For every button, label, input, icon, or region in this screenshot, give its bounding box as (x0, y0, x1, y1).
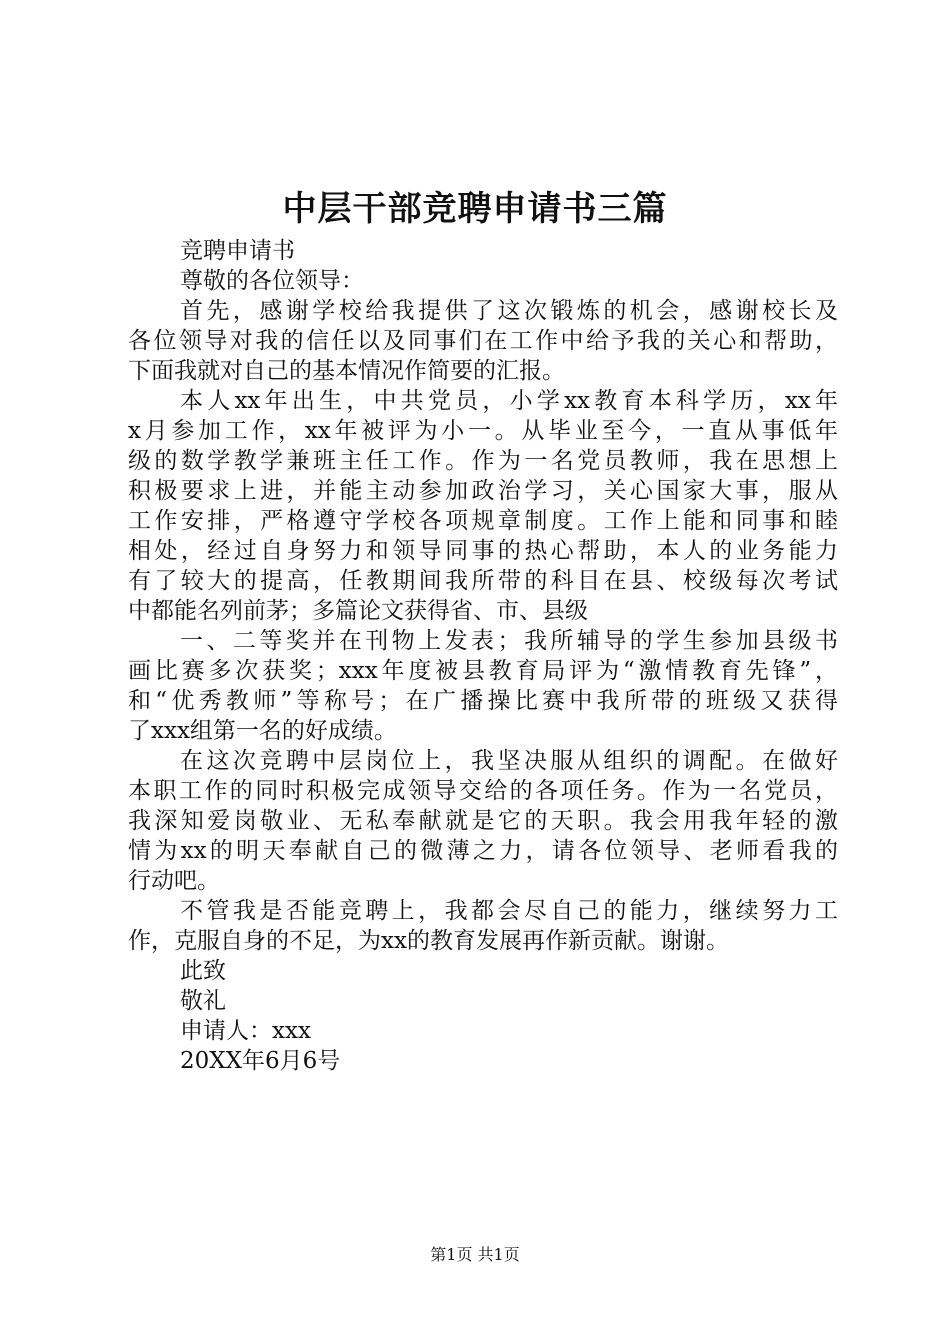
text-line: 尊敬的各位领导： (180, 268, 364, 294)
text-line: 画比赛多次获奖；xxx年度被县教育局评为“激情教育先锋”， (128, 658, 838, 684)
text-line: 作，克服自身的不足，为xx的教育发展再作新贡献。谢谢。 (128, 928, 729, 954)
text-line: 竞聘申请书 (180, 238, 295, 264)
text-line: 工作安排，严格遵守学校各项规章制度。工作上能和同事和睦 (128, 508, 838, 534)
text-line: 本人xx年出生，中共党员，小学xx教育本科学历，xx年 (180, 388, 838, 414)
page-footer: 第1页 共1页 (430, 1245, 520, 1264)
text-line: 积极要求上进，并能主动参加政治学习，关心国家大事，服从 (128, 478, 838, 504)
text-line: 有了较大的提高，任教期间我所带的科目在县、校级每次考试 (128, 568, 838, 594)
document-body (128, 236, 838, 1076)
date-line: 20XX年6月6号 (180, 1048, 341, 1074)
text-line: 相处，经过自身努力和领导同事的热心帮助，本人的业务能力 (128, 538, 838, 564)
signature-line: 申请人：xxx (180, 1018, 311, 1044)
text-line: 和“优秀教师”等称号；在广播操比赛中我所带的班级又获得 (128, 688, 838, 714)
document-title: 中层干部竞聘申请书三篇 (282, 189, 668, 229)
text-line: 中都能名列前茅；多篇论文获得省、市、县级 (128, 598, 588, 624)
text-line: 各位领导对我的信任以及同事们在工作中给予我的关心和帮助， (128, 328, 838, 354)
text-line: 不管我是否能竞聘上，我都会尽自己的能力，继续努力工 (180, 898, 838, 924)
text-line: 下面我就对自己的基本情况作简要的汇报。 (128, 358, 565, 384)
text-line: 了xxx组第一名的好成绩。 (128, 718, 397, 744)
closing-line: 此致 (180, 958, 226, 984)
text-line: 行动吧。 (128, 868, 220, 894)
text-line: 在这次竞聘中层岗位上，我坚决服从组织的调配。在做好 (180, 748, 838, 774)
text-line: 本职工作的同时积极完成领导交给的各项任务。作为一名党员， (128, 778, 838, 804)
text-line: 首先，感谢学校给我提供了这次锻炼的机会，感谢校长及 (180, 298, 838, 324)
text-line: 情为xx的明天奉献自己的微薄之力，请各位领导、老师看我的 (128, 838, 838, 864)
closing-line: 敬礼 (180, 988, 226, 1014)
text-line: 级的数学教学兼班主任工作。作为一名党员教师，我在思想上 (128, 448, 838, 474)
text-line: 一、二等奖并在刊物上发表；我所辅导的学生参加县级书 (180, 628, 838, 654)
text-line: 我深知爱岗敬业、无私奉献就是它的天职。我会用我年轻的激 (128, 808, 838, 834)
text-line: x月参加工作，xx年被评为小一。从毕业至今，一直从事低年 (128, 418, 838, 444)
